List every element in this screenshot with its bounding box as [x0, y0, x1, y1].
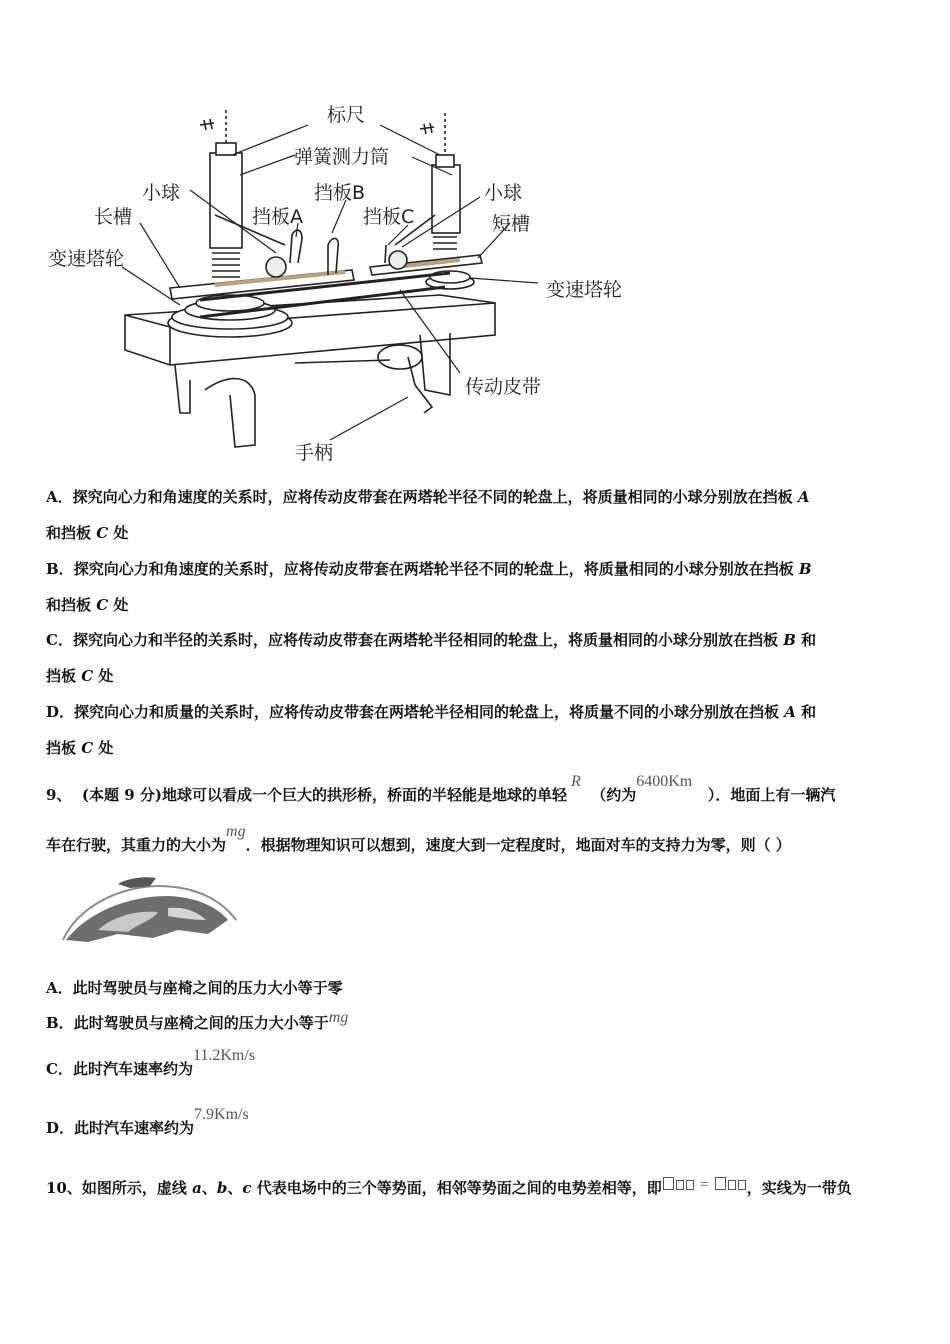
q9-option-b: B．此时驾驶员与座椅之间的压力大小等于mg: [46, 1009, 349, 1032]
label-ball-right: 小球: [484, 182, 523, 204]
formula-placeholder-right: [714, 1175, 747, 1193]
label-short-slot: 短槽: [492, 213, 531, 235]
var-mg: mg: [226, 823, 246, 840]
label-ball-left: 小球: [142, 182, 181, 204]
q8-option-b-line2: 和挡板 C 处: [46, 596, 129, 614]
label-spring-tube: 弹簧测力筒: [294, 146, 390, 168]
q8-option-d-line2: 挡板 C 处: [46, 739, 114, 757]
q8-option-b-line1: B．探究向心力和角速度的关系时，应将传动皮带套在两塔轮半径不同的轮盘上，将质量相同的小球分别放在挡板 B: [46, 560, 812, 578]
q8-option-c-line1: C．探究向心力和半径的关系时，应将传动皮带套在两塔轮半径相同的轮盘上，将质量相同的小球分别放在挡板 B 和: [46, 631, 817, 649]
label-tower-wheel-left: 变速塔轮: [48, 248, 125, 270]
q10-stem-line1: 10、如图所示，虚线 a、b、c 代表电场中的三个等势面，相邻等势面之间的电势差相等，即 = ，实线为一带负: [46, 1177, 852, 1197]
q9-stem-line1: 9、 (本题 9 分)地球可以看成一个巨大的拱形桥，桥面的半轻能是地球的单轻R （约为6400Km ）．地面上有一辆汽: [46, 773, 836, 804]
q8-option-c-line2: 挡板 C 处: [46, 667, 114, 685]
earth-arch-image: [58, 872, 243, 944]
q9-option-d: D．此时汽车速率约为7.9Km/s: [46, 1106, 249, 1137]
var-r: R: [570, 773, 581, 790]
q8-option-d-line1: D．探究向心力和质量的关系时，应将传动皮带套在两塔轮半径相同的轮盘上，将质量不同的小球分别放在挡板 A 和: [46, 703, 817, 721]
label-tower-wheel-right: 变速塔轮: [546, 279, 623, 301]
label-long-slot: 长槽: [94, 206, 133, 228]
label-baffle-c: 挡板C: [363, 206, 415, 228]
q9-stem-line2: 车在行驶，其重力的大小为mg．根据物理知识可以想到，速度大到一定程度时，地面对车的支持力为零，则（ ）: [46, 823, 791, 854]
label-belt: 传动皮带: [465, 376, 542, 398]
label-handle: 手柄: [295, 442, 334, 464]
earth-radius-value: 6400Km: [636, 773, 693, 790]
label-baffle-a: 挡板A: [252, 206, 303, 228]
q9-option-c: C．此时汽车速率约为11.2Km/s: [46, 1047, 256, 1078]
q8-option-a-line2: 和挡板 C 处: [46, 524, 129, 542]
q9-option-a: A．此时驾驶员与座椅之间的压力大小等于零: [46, 979, 343, 997]
formula-placeholder-left: [662, 1175, 695, 1193]
label-ruler: 标尺: [327, 104, 366, 126]
label-baffle-b: 挡板B: [314, 182, 366, 204]
q8-option-a-line1: A．探究向心力和角速度的关系时，应将传动皮带套在两塔轮半径不同的轮盘上，将质量相同的小球分别放在挡板 A: [46, 488, 810, 506]
